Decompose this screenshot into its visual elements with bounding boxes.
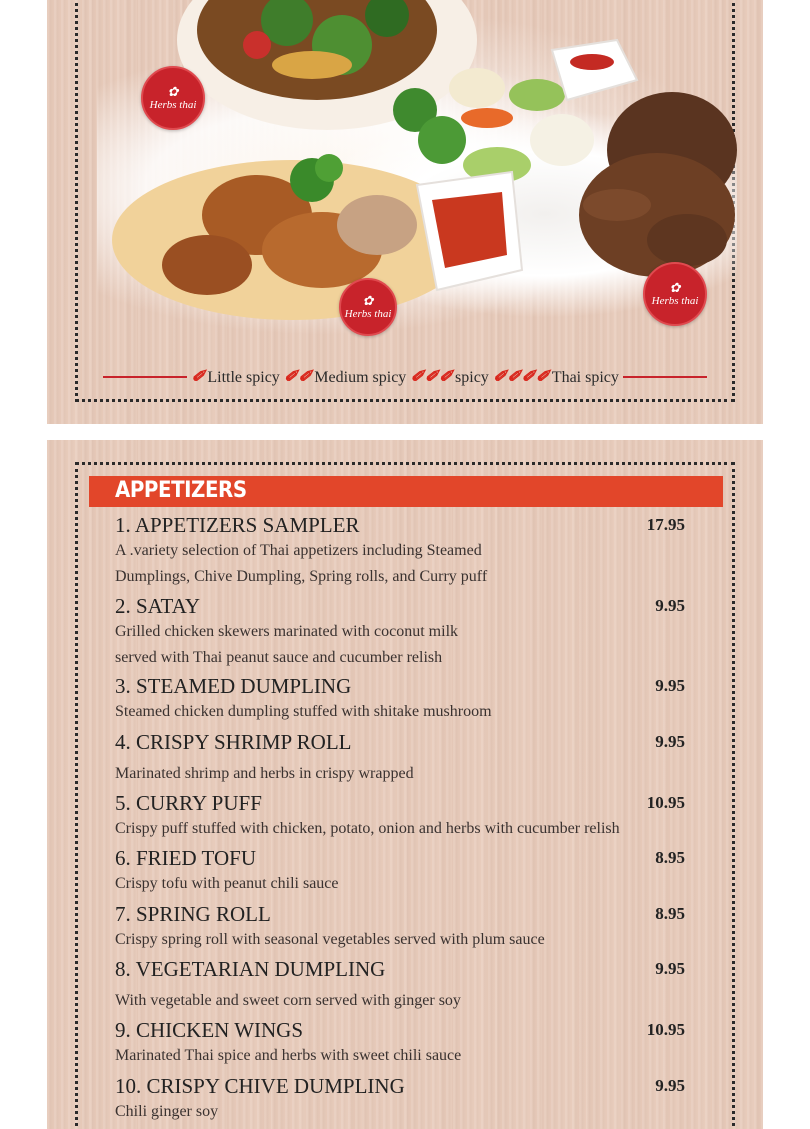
item-name: 8. VEGETARIAN DUMPLING: [115, 957, 386, 981]
chili-icon: ✐✐✐✐: [492, 367, 550, 386]
item-description: Crispy spring roll with seasonal vegetables served with plum sauce: [115, 931, 545, 948]
item-name: 5. CURRY PUFF: [115, 791, 262, 815]
legend-label: Medium spicy: [314, 369, 407, 386]
item-price: 10.95: [646, 793, 685, 812]
food-photo-panel: [47, 0, 763, 424]
herbs-thai-logo-icon: ✿ Herbs thai: [339, 278, 397, 336]
menu-item: [115, 902, 685, 953]
item-description: served with Thai peanut sauce and cucumber relish: [115, 649, 443, 666]
legend-spicy: [410, 367, 489, 387]
menu-item: [115, 730, 685, 787]
item-description: Marinated Thai spice and herbs with sweet chili sauce: [115, 1047, 462, 1064]
chili-icon: ✐✐✐: [410, 367, 454, 386]
section-header: [89, 476, 723, 507]
legend-little-spicy: [191, 367, 280, 387]
menu-item: [115, 594, 685, 671]
menu-item: [115, 1074, 685, 1125]
item-name: 9. CHICKEN WINGS: [115, 1018, 304, 1042]
item-price: 9.95: [655, 596, 685, 615]
item-description: Steamed chicken dumpling stuffed with shitake mushroom: [115, 703, 492, 720]
herbs-thai-logo-icon: ✿ Herbs thai: [141, 66, 205, 130]
item-name: 10. CRISPY CHIVE DUMPLING: [115, 1074, 405, 1098]
item-name: 1. APPETIZERS SAMPLER: [115, 513, 360, 537]
item-description: A .variety selection of Thai appetizers including Steamed: [115, 542, 482, 559]
item-price: 10.95: [646, 1020, 685, 1039]
herbs-thai-logo-icon: ✿ Herbs thai: [643, 262, 707, 326]
spice-legend: [87, 366, 723, 388]
chili-icon: ✐: [191, 367, 206, 386]
legend-thai-spicy: [493, 367, 619, 387]
legend-label: Thai spicy: [551, 369, 619, 386]
chili-icon: ✐✐: [283, 367, 313, 386]
legend-rule-right: [623, 376, 707, 378]
menu-item: [115, 513, 685, 590]
legend-label: Little spicy: [207, 369, 280, 386]
item-description: Crispy tofu with peanut chili sauce: [115, 875, 339, 892]
legend-medium-spicy: [284, 367, 407, 387]
menu-item: [115, 957, 685, 1014]
item-description: Grilled chicken skewers marinated with coconut milk: [115, 623, 459, 640]
item-description: With vegetable and sweet corn served with ginger soy: [115, 992, 461, 1009]
item-price: 17.95: [646, 515, 685, 534]
item-name: 3. STEAMED DUMPLING: [115, 674, 352, 698]
item-name: 7. SPRING ROLL: [115, 902, 271, 926]
food-photo: [97, 0, 737, 345]
logo-text: Herbs thai: [149, 99, 197, 111]
menu-item: [115, 846, 685, 897]
menu-item: [115, 1018, 685, 1069]
item-name: 6. FRIED TOFU: [115, 846, 257, 870]
item-price: 8.95: [655, 848, 685, 867]
item-description: Crispy puff stuffed with chicken, potato, onion and herbs with cucumber relish: [115, 820, 620, 837]
item-price: 9.95: [655, 1076, 685, 1095]
legend-rule-left: [103, 376, 187, 378]
menu-item: [115, 791, 685, 842]
item-description: Chili ginger soy: [115, 1103, 219, 1120]
item-name: 2. SATAY: [115, 594, 201, 618]
item-description: Marinated shrimp and herbs in crispy wrapped: [115, 765, 414, 782]
menu-item: [115, 674, 685, 725]
section-title: APPETIZERS: [115, 478, 247, 503]
item-price: 8.95: [655, 904, 685, 923]
item-price: 9.95: [655, 676, 685, 695]
appetizers-menu-panel: [47, 440, 763, 1129]
item-description: Dumplings, Chive Dumpling, Spring rolls, and Curry puff: [115, 568, 488, 585]
item-name: 4. CRISPY SHRIMP ROLL: [115, 730, 352, 754]
item-price: 9.95: [655, 959, 685, 978]
item-price: 9.95: [655, 732, 685, 751]
logo-text: Herbs thai: [344, 308, 392, 320]
logo-text: Herbs thai: [651, 295, 699, 307]
legend-label: spicy: [455, 369, 489, 386]
